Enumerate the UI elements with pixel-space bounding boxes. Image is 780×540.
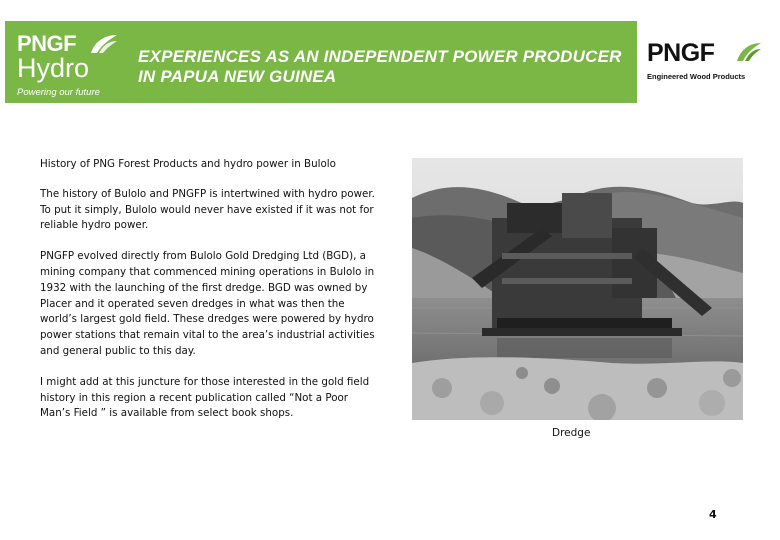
leaf-icon <box>89 33 119 55</box>
paragraph-3: I might add at this juncture for those interested in the gold field history in this region a recent publication called “Not a Poor Man’s Field ” is available from select book shops. <box>40 375 370 420</box>
logo-brand-text: PNGF <box>17 31 77 56</box>
logo-tagline: Powering our future <box>17 87 100 98</box>
title-line-1: EXPERIENCES AS AN INDEPENDENT POWER PRODUCER <box>138 47 622 66</box>
pngfp-logo-box <box>637 21 775 103</box>
paragraph-2: PNGFP evolved directly from Bulolo Gold Dredging Ltd (BGD), a mining company that commenced mining operations in Bulolo in 1932 with the launching of the first dredge. BGD was owned by Placer and it operated seven dredges in what was then the world’s largest gold field. These dredges were powered by hydro power stations that remain vital to the area’s industrial activities and general public to this day. <box>40 250 375 357</box>
title-line-2: IN PAPUA NEW GUINEA <box>138 67 337 86</box>
dredge-photo <box>412 158 743 420</box>
dredge-photo-drawing <box>412 158 743 420</box>
logo-hydro-text: Hydro <box>17 53 90 83</box>
page-number: 4 <box>709 508 717 521</box>
body-text <box>40 157 380 437</box>
png-hydro-logo <box>17 31 127 97</box>
paragraph-1: The history of Bulolo and PNGFP is intertwined with hydro power. To put it simply, Bulolo would never have existed if it was not for reliable hydro power. <box>40 187 375 232</box>
page-title <box>138 47 622 87</box>
pngfp-logo <box>647 39 767 87</box>
section-heading: History of PNG Forest Products and hydro power in Bulolo <box>40 158 336 170</box>
logo-right-tagline: Engineered Wood Products <box>647 72 746 81</box>
header-banner <box>5 21 775 103</box>
photo-caption: Dredge <box>552 427 591 439</box>
logo-right-brand-text: PNGF <box>647 39 715 67</box>
leaf-icon-right <box>735 41 763 63</box>
